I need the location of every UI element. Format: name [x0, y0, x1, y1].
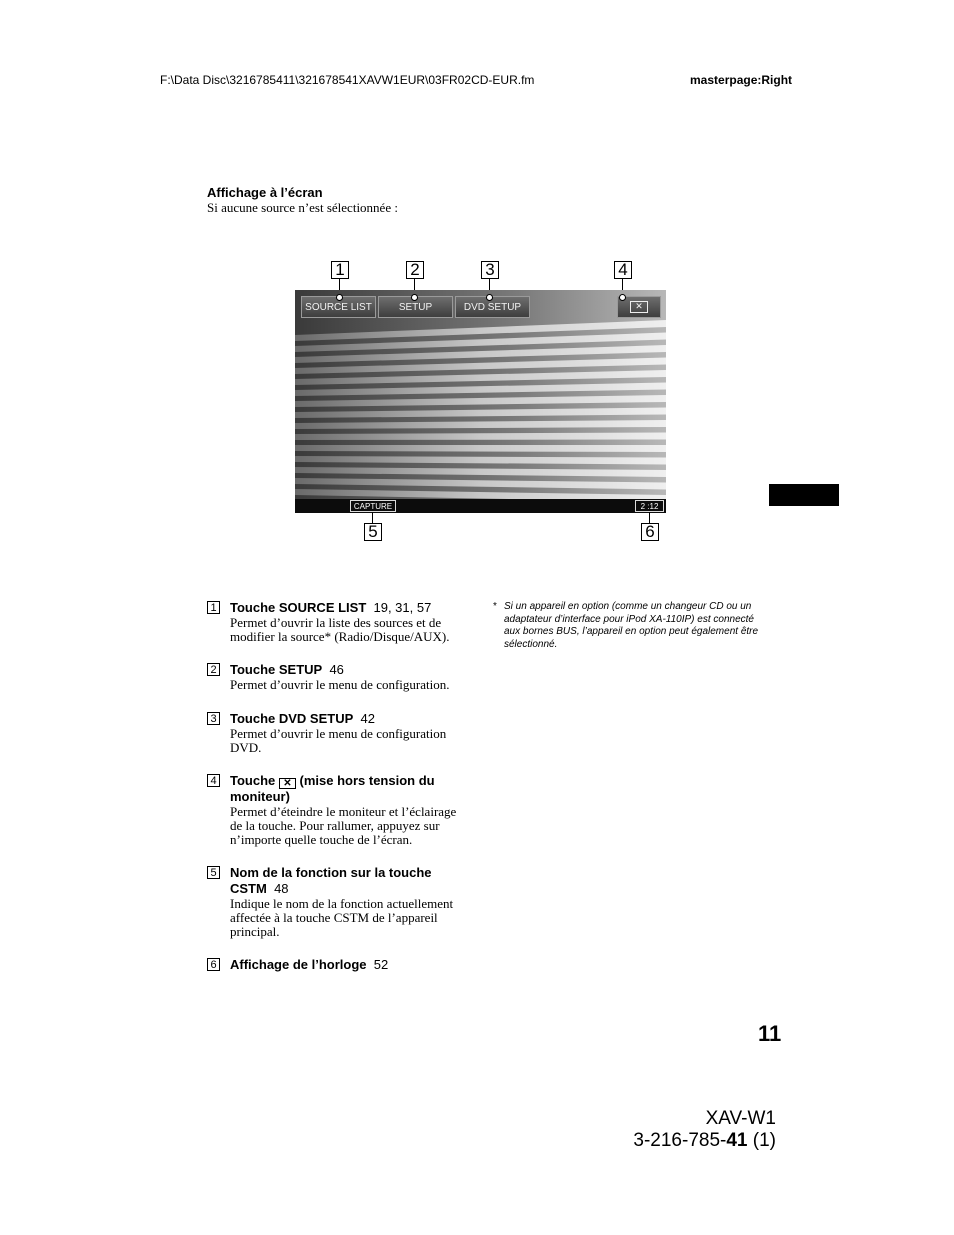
item-ref: 19, 31, 57: [373, 600, 432, 615]
list-item-5: [207, 865, 467, 939]
source-list-button[interactable]: SOURCE LIST: [301, 296, 376, 318]
item-number: 2: [207, 663, 220, 676]
callout-6: 6: [641, 523, 659, 541]
item-desc: Permet d’ouvrir le menu de configuration DVD.: [230, 726, 447, 755]
callout-4: 4: [614, 261, 632, 279]
model-name: XAV-W1: [705, 1108, 776, 1129]
masterpage-label: masterpage:Right: [690, 73, 793, 87]
item-desc: Indique le nom de la fonction actuellement affectée à la touche CSTM de l’appareil principal.: [230, 896, 454, 939]
dvd-setup-button[interactable]: DVD SETUP: [455, 296, 530, 318]
item-title: Nom de la fonction sur la touche CSTM: [230, 865, 432, 896]
close-x-icon: ✕: [279, 778, 296, 789]
item-number: 3: [207, 712, 220, 725]
section-title: Affichage à l’écran: [207, 185, 323, 200]
item-number: 1: [207, 601, 220, 614]
section-tab-marker: [769, 484, 839, 506]
leader-dot-4: [619, 294, 626, 301]
blinds-background-image: [295, 290, 666, 513]
model-code-bold: 41: [726, 1130, 748, 1151]
list-item-4: [207, 773, 467, 847]
footnote-marker: *: [493, 601, 497, 612]
section-subtitle: Si aucune source n’est sélectionnée :: [207, 200, 398, 215]
page-number: 11: [758, 1021, 782, 1046]
item-title: Touche SETUP: [230, 662, 323, 677]
callout-2: 2: [406, 261, 424, 279]
item-desc: Permet d’ouvrir le menu de configuration.: [230, 677, 450, 692]
item-number: 5: [207, 866, 220, 879]
list-item-1: [207, 600, 467, 644]
footnote: [493, 601, 763, 651]
item-title: Touche SOURCE LIST: [230, 600, 367, 615]
leader-dot-2: [411, 294, 418, 301]
model-code-suffix: (1): [747, 1130, 776, 1151]
monitor-screen: [295, 290, 666, 513]
item-desc: Permet d’ouvrir la liste des sources et de modifier la source* (Radio/Disque/AUX).: [230, 615, 450, 644]
setup-button[interactable]: SETUP: [378, 296, 453, 318]
item-title: Touche: [230, 773, 276, 788]
leader-dot-3: [486, 294, 493, 301]
callout-5: 5: [364, 523, 382, 541]
item-title-suffix: (mise hors tension du moniteur): [230, 773, 435, 804]
item-number: 6: [207, 958, 220, 971]
callout-1: 1: [331, 261, 349, 279]
list-item-6: [207, 957, 467, 973]
item-ref: 42: [360, 711, 375, 726]
list-item-3: [207, 711, 467, 755]
close-x-icon: ✕: [630, 301, 648, 313]
footnote-text: Si un appareil en option (comme un changeur CD ou un adaptateur d’interface pour iPod XA-110IP) est connecté aux bornes BUS, l’appareil en option peut également être sélectionné.: [504, 601, 759, 650]
list-item-2: [207, 662, 467, 692]
item-number: 4: [207, 774, 220, 787]
item-desc: Permet d’éteindre le moniteur et l’éclairage de la touche. Pour rallumer, appuyez sur n’importe quelle touche de l’écran.: [230, 804, 457, 847]
capture-label[interactable]: CAPTURE: [350, 500, 396, 512]
model-code-prefix: 3-216-785-: [633, 1130, 727, 1151]
item-title: Touche DVD SETUP: [230, 711, 354, 726]
model-info: [633, 1108, 776, 1152]
item-ref: 46: [329, 662, 344, 677]
item-title: Affichage de l’horloge: [230, 957, 367, 972]
blind-slat: [295, 445, 666, 452]
item-ref: 48: [274, 881, 289, 896]
item-ref: 52: [373, 957, 389, 972]
leader-dot-1: [336, 294, 343, 301]
clock-display: 2 :12: [635, 500, 664, 512]
file-path-header: F:\Data Disc\3216785411\321678541XAVW1EUR\03FR02CD-EUR.fm: [160, 73, 535, 87]
callout-3: 3: [481, 261, 499, 279]
